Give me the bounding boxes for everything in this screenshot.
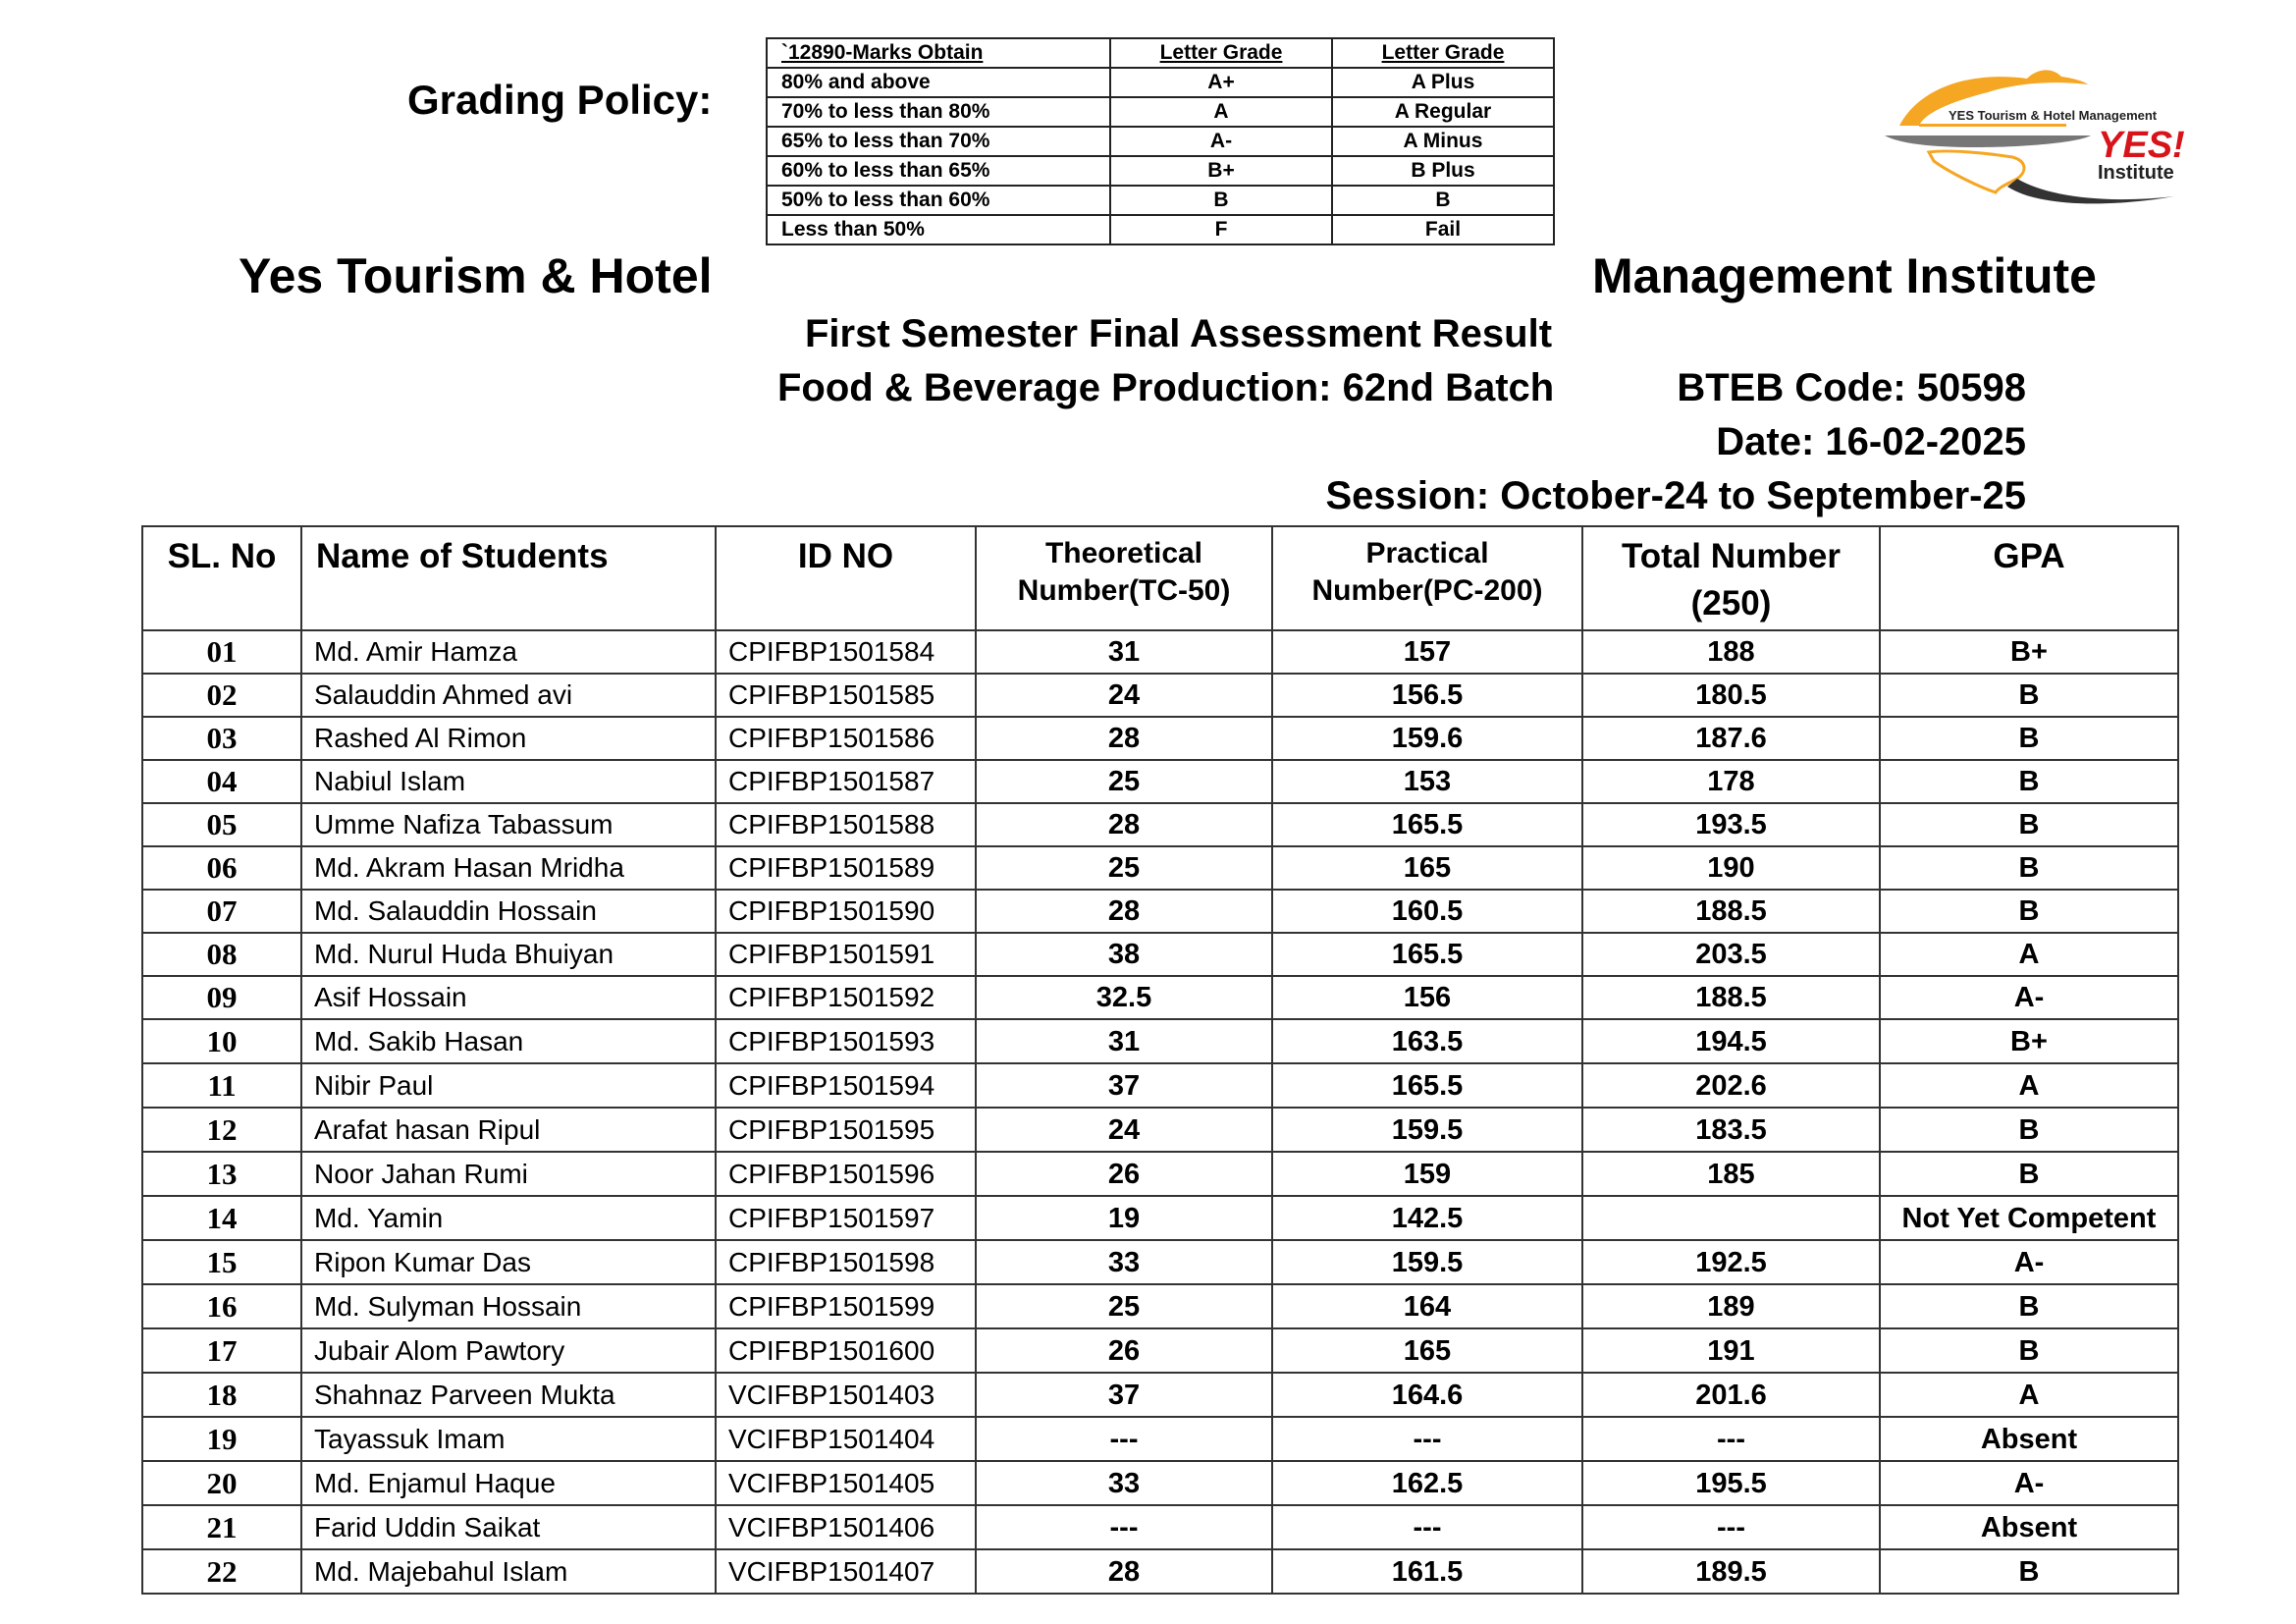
grading-letter: A-	[1110, 127, 1332, 156]
student-name-cell: Nibir Paul	[301, 1063, 716, 1108]
student-id-cell: CPIFBP1501586	[716, 717, 976, 760]
results-table	[141, 525, 2179, 1595]
header-gpa: GPA	[1880, 526, 2178, 630]
student-name-cell: Md. Enjamul Haque	[301, 1461, 716, 1505]
theoretical-cell: 24	[976, 674, 1272, 717]
student-name-cell: Noor Jahan Rumi	[301, 1152, 716, 1196]
gpa-cell: B	[1880, 760, 2178, 803]
student-id-cell: CPIFBP1501592	[716, 976, 976, 1019]
student-id-cell: CPIFBP1501594	[716, 1063, 976, 1108]
grading-range: 80% and above	[767, 68, 1110, 97]
results-body	[142, 630, 2178, 1594]
gpa-cell: B+	[1880, 630, 2178, 674]
grading-row	[767, 127, 1554, 156]
theoretical-cell: 37	[976, 1373, 1272, 1417]
theoretical-cell: 33	[976, 1461, 1272, 1505]
cloche-logo-icon	[1880, 59, 2204, 211]
total-cell: 193.5	[1582, 803, 1880, 846]
batch-title: Food & Beverage Production: 62nd Batch	[777, 366, 1555, 409]
practical-cell: 165.5	[1272, 803, 1582, 846]
sl-cell: 03	[142, 717, 301, 760]
student-name-cell: Farid Uddin Saikat	[301, 1505, 716, 1549]
header-theoretical-line2: Number(TC-50)	[1017, 574, 1231, 607]
sl-cell: 07	[142, 890, 301, 933]
grading-range: 65% to less than 70%	[767, 127, 1110, 156]
gpa-cell: A	[1880, 1373, 2178, 1417]
gpa-cell: B	[1880, 890, 2178, 933]
practical-cell: ---	[1272, 1505, 1582, 1549]
total-cell: 189	[1582, 1284, 1880, 1328]
result-date: Date: 16-02-2025	[1716, 420, 2026, 463]
gpa-cell: Not Yet Competent	[1880, 1196, 2178, 1240]
student-id-cell: CPIFBP1501590	[716, 890, 976, 933]
theoretical-cell: 24	[976, 1108, 1272, 1152]
student-id-cell: CPIFBP1501589	[716, 846, 976, 890]
student-name-cell: Md. Yamin	[301, 1196, 716, 1240]
student-name-cell: Salauddin Ahmed avi	[301, 674, 716, 717]
practical-cell: 159	[1272, 1152, 1582, 1196]
student-id-cell: CPIFBP1501584	[716, 630, 976, 674]
bteb-code: BTEB Code: 50598	[1677, 366, 2026, 409]
gpa-cell: A	[1880, 1063, 2178, 1108]
sl-cell: 15	[142, 1240, 301, 1284]
total-cell: 201.6	[1582, 1373, 1880, 1417]
student-name-cell: Md. Sulyman Hossain	[301, 1284, 716, 1328]
theoretical-cell: 28	[976, 890, 1272, 933]
total-cell	[1582, 1196, 1880, 1240]
grading-letter-name: A Minus	[1332, 127, 1554, 156]
total-cell: 202.6	[1582, 1063, 1880, 1108]
theoretical-cell: 28	[976, 1549, 1272, 1594]
student-id-cell: CPIFBP1501596	[716, 1152, 976, 1196]
practical-cell: 160.5	[1272, 890, 1582, 933]
gpa-cell: B	[1880, 674, 2178, 717]
sl-cell: 11	[142, 1063, 301, 1108]
grading-letter-name: Fail	[1332, 215, 1554, 244]
practical-cell: 157	[1272, 630, 1582, 674]
table-row	[142, 890, 2178, 933]
grading-letter: A+	[1110, 68, 1332, 97]
header-student-name: Name of Students	[301, 526, 716, 630]
gpa-cell: Absent	[1880, 1417, 2178, 1461]
practical-cell: 165	[1272, 846, 1582, 890]
grading-row	[767, 97, 1554, 127]
table-row	[142, 846, 2178, 890]
practical-cell: 156.5	[1272, 674, 1582, 717]
gpa-cell: A-	[1880, 976, 2178, 1019]
sl-cell: 02	[142, 674, 301, 717]
total-cell: ---	[1582, 1417, 1880, 1461]
practical-cell: 161.5	[1272, 1549, 1582, 1594]
header-id-no: ID NO	[716, 526, 976, 630]
sl-cell: 04	[142, 760, 301, 803]
header-total-line2: (250)	[1690, 584, 1772, 623]
table-row	[142, 760, 2178, 803]
sl-cell: 17	[142, 1328, 301, 1373]
student-id-cell: CPIFBP1501585	[716, 674, 976, 717]
sl-cell: 18	[142, 1373, 301, 1417]
theoretical-cell: 38	[976, 933, 1272, 976]
total-cell: 188.5	[1582, 976, 1880, 1019]
sl-cell: 21	[142, 1505, 301, 1549]
practical-cell: 164.6	[1272, 1373, 1582, 1417]
practical-cell: 165.5	[1272, 933, 1582, 976]
practical-cell: 164	[1272, 1284, 1582, 1328]
table-row	[142, 803, 2178, 846]
table-row	[142, 1505, 2178, 1549]
grading-header-letter-name: Letter Grade	[1332, 38, 1554, 68]
student-name-cell: Md. Amir Hamza	[301, 630, 716, 674]
practical-cell: 159.5	[1272, 1240, 1582, 1284]
total-cell: 195.5	[1582, 1461, 1880, 1505]
student-id-cell: CPIFBP1501597	[716, 1196, 976, 1240]
student-id-cell: CPIFBP1501600	[716, 1328, 976, 1373]
table-row	[142, 1328, 2178, 1373]
theoretical-cell: 32.5	[976, 976, 1272, 1019]
student-name-cell: Md. Sakib Hasan	[301, 1019, 716, 1063]
grading-policy-label: Grading Policy:	[407, 77, 713, 123]
sl-cell: 22	[142, 1549, 301, 1594]
sl-cell: 08	[142, 933, 301, 976]
student-id-cell: CPIFBP1501595	[716, 1108, 976, 1152]
total-cell: 183.5	[1582, 1108, 1880, 1152]
grading-range: 70% to less than 80%	[767, 97, 1110, 127]
sl-cell: 13	[142, 1152, 301, 1196]
table-row	[142, 630, 2178, 674]
theoretical-cell: ---	[976, 1505, 1272, 1549]
table-row	[142, 717, 2178, 760]
table-row	[142, 1019, 2178, 1063]
sl-cell: 06	[142, 846, 301, 890]
gpa-cell: B	[1880, 1549, 2178, 1594]
theoretical-cell: 31	[976, 630, 1272, 674]
practical-cell: 163.5	[1272, 1019, 1582, 1063]
total-cell: 178	[1582, 760, 1880, 803]
gpa-cell: A	[1880, 933, 2178, 976]
theoretical-cell: 37	[976, 1063, 1272, 1108]
grading-row	[767, 215, 1554, 244]
sl-cell: 20	[142, 1461, 301, 1505]
theoretical-cell: 25	[976, 760, 1272, 803]
total-cell: 191	[1582, 1328, 1880, 1373]
sl-cell: 01	[142, 630, 301, 674]
student-name-cell: Shahnaz Parveen Mukta	[301, 1373, 716, 1417]
theoretical-cell: 26	[976, 1328, 1272, 1373]
theoretical-cell: 25	[976, 846, 1272, 890]
grading-row	[767, 186, 1554, 215]
theoretical-cell: 28	[976, 803, 1272, 846]
practical-cell: 159.6	[1272, 717, 1582, 760]
theoretical-cell: 31	[976, 1019, 1272, 1063]
header-sl-no: SL. No	[142, 526, 301, 630]
total-cell: 180.5	[1582, 674, 1880, 717]
header-practical-line2: Number(PC-200)	[1311, 574, 1543, 607]
theoretical-cell: 19	[976, 1196, 1272, 1240]
practical-cell: 159.5	[1272, 1108, 1582, 1152]
student-id-cell: VCIFBP1501404	[716, 1417, 976, 1461]
table-row	[142, 1152, 2178, 1196]
student-id-cell: VCIFBP1501405	[716, 1461, 976, 1505]
student-id-cell: CPIFBP1501598	[716, 1240, 976, 1284]
student-id-cell: CPIFBP1501587	[716, 760, 976, 803]
practical-cell: 142.5	[1272, 1196, 1582, 1240]
practical-cell: ---	[1272, 1417, 1582, 1461]
table-row	[142, 1461, 2178, 1505]
table-row	[142, 1417, 2178, 1461]
grading-range: Less than 50%	[767, 215, 1110, 244]
header-total-line1: Total Number	[1622, 537, 1841, 575]
table-row	[142, 1063, 2178, 1108]
sl-cell: 09	[142, 976, 301, 1019]
sl-cell: 05	[142, 803, 301, 846]
table-row	[142, 1284, 2178, 1328]
sl-cell: 10	[142, 1019, 301, 1063]
student-id-cell: VCIFBP1501403	[716, 1373, 976, 1417]
session-range: Session: October-24 to September-25	[1325, 474, 2026, 517]
grading-header-letter: Letter Grade	[1110, 38, 1332, 68]
sl-cell: 16	[142, 1284, 301, 1328]
total-cell: 192.5	[1582, 1240, 1880, 1284]
header-total	[1582, 526, 1880, 630]
gpa-cell: B	[1880, 803, 2178, 846]
student-name-cell: Arafat hasan Ripul	[301, 1108, 716, 1152]
student-name-cell: Md. Nurul Huda Bhuiyan	[301, 933, 716, 976]
grading-letter-name: A Plus	[1332, 68, 1554, 97]
table-row	[142, 1108, 2178, 1152]
header-theoretical-line1: Theoretical	[1044, 537, 1203, 569]
practical-cell: 165	[1272, 1328, 1582, 1373]
practical-cell: 156	[1272, 976, 1582, 1019]
grading-range: 60% to less than 65%	[767, 156, 1110, 186]
gpa-cell: Absent	[1880, 1505, 2178, 1549]
table-row	[142, 933, 2178, 976]
table-row	[142, 1196, 2178, 1240]
table-row	[142, 976, 2178, 1019]
gpa-cell: B	[1880, 846, 2178, 890]
student-id-cell: CPIFBP1501588	[716, 803, 976, 846]
student-name-cell: Jubair Alom Pawtory	[301, 1328, 716, 1373]
table-row	[142, 1240, 2178, 1284]
student-name-cell: Tayassuk Imam	[301, 1417, 716, 1461]
student-name-cell: Nabiul Islam	[301, 760, 716, 803]
table-row	[142, 1373, 2178, 1417]
student-id-cell: CPIFBP1501591	[716, 933, 976, 976]
theoretical-cell: 26	[976, 1152, 1272, 1196]
grading-header-row	[767, 38, 1554, 68]
total-cell: 189.5	[1582, 1549, 1880, 1594]
sl-cell: 19	[142, 1417, 301, 1461]
header-practical-line1: Practical	[1365, 537, 1489, 569]
grading-letter: A	[1110, 97, 1332, 127]
svg-text:Institute: Institute	[2098, 162, 2174, 184]
svg-text:YES!: YES!	[2098, 125, 2185, 166]
total-cell: 190	[1582, 846, 1880, 890]
gpa-cell: B	[1880, 1108, 2178, 1152]
table-row	[142, 1549, 2178, 1594]
student-name-cell: Asif Hossain	[301, 976, 716, 1019]
grading-letter-name: B Plus	[1332, 156, 1554, 186]
total-cell: 188	[1582, 630, 1880, 674]
student-name-cell: Md. Majebahul Islam	[301, 1549, 716, 1594]
sl-cell: 12	[142, 1108, 301, 1152]
theoretical-cell: ---	[976, 1417, 1272, 1461]
student-id-cell: VCIFBP1501407	[716, 1549, 976, 1594]
student-id-cell: CPIFBP1501599	[716, 1284, 976, 1328]
institute-name-right: Management Institute	[1592, 248, 2097, 303]
svg-text:YES Tourism & Hotel Management: YES Tourism & Hotel Management	[1949, 108, 2158, 123]
grading-header-marks: `12890-Marks Obtain	[767, 38, 1110, 68]
practical-cell: 162.5	[1272, 1461, 1582, 1505]
student-id-cell: CPIFBP1501593	[716, 1019, 976, 1063]
grading-letter: F	[1110, 215, 1332, 244]
institute-logo	[1880, 59, 2204, 211]
student-name-cell: Md. Akram Hasan Mridha	[301, 846, 716, 890]
header-theoretical	[976, 526, 1272, 630]
table-row	[142, 674, 2178, 717]
theoretical-cell: 25	[976, 1284, 1272, 1328]
sl-cell: 14	[142, 1196, 301, 1240]
institute-name-left: Yes Tourism & Hotel	[239, 248, 713, 303]
total-cell: 194.5	[1582, 1019, 1880, 1063]
grading-letter: B+	[1110, 156, 1332, 186]
practical-cell: 153	[1272, 760, 1582, 803]
theoretical-cell: 28	[976, 717, 1272, 760]
student-id-cell: VCIFBP1501406	[716, 1505, 976, 1549]
gpa-cell: B	[1880, 1284, 2178, 1328]
student-name-cell: Ripon Kumar Das	[301, 1240, 716, 1284]
student-name-cell: Rashed Al Rimon	[301, 717, 716, 760]
gpa-cell: B+	[1880, 1019, 2178, 1063]
total-cell: 203.5	[1582, 933, 1880, 976]
header-practical	[1272, 526, 1582, 630]
gpa-cell: A-	[1880, 1461, 2178, 1505]
student-name-cell: Umme Nafiza Tabassum	[301, 803, 716, 846]
gpa-cell: B	[1880, 1328, 2178, 1373]
grading-policy-table	[766, 37, 1555, 245]
total-cell: ---	[1582, 1505, 1880, 1549]
grading-row	[767, 156, 1554, 186]
practical-cell: 165.5	[1272, 1063, 1582, 1108]
total-cell: 187.6	[1582, 717, 1880, 760]
theoretical-cell: 33	[976, 1240, 1272, 1284]
student-name-cell: Md. Salauddin Hossain	[301, 890, 716, 933]
results-header-row	[142, 526, 2178, 630]
grading-letter-name: A Regular	[1332, 97, 1554, 127]
gpa-cell: B	[1880, 1152, 2178, 1196]
gpa-cell: B	[1880, 717, 2178, 760]
total-cell: 185	[1582, 1152, 1880, 1196]
grading-row	[767, 68, 1554, 97]
total-cell: 188.5	[1582, 890, 1880, 933]
grading-letter-name: B	[1332, 186, 1554, 215]
gpa-cell: A-	[1880, 1240, 2178, 1284]
grading-letter: B	[1110, 186, 1332, 215]
semester-title: First Semester Final Assessment Result	[805, 312, 1553, 355]
grading-range: 50% to less than 60%	[767, 186, 1110, 215]
